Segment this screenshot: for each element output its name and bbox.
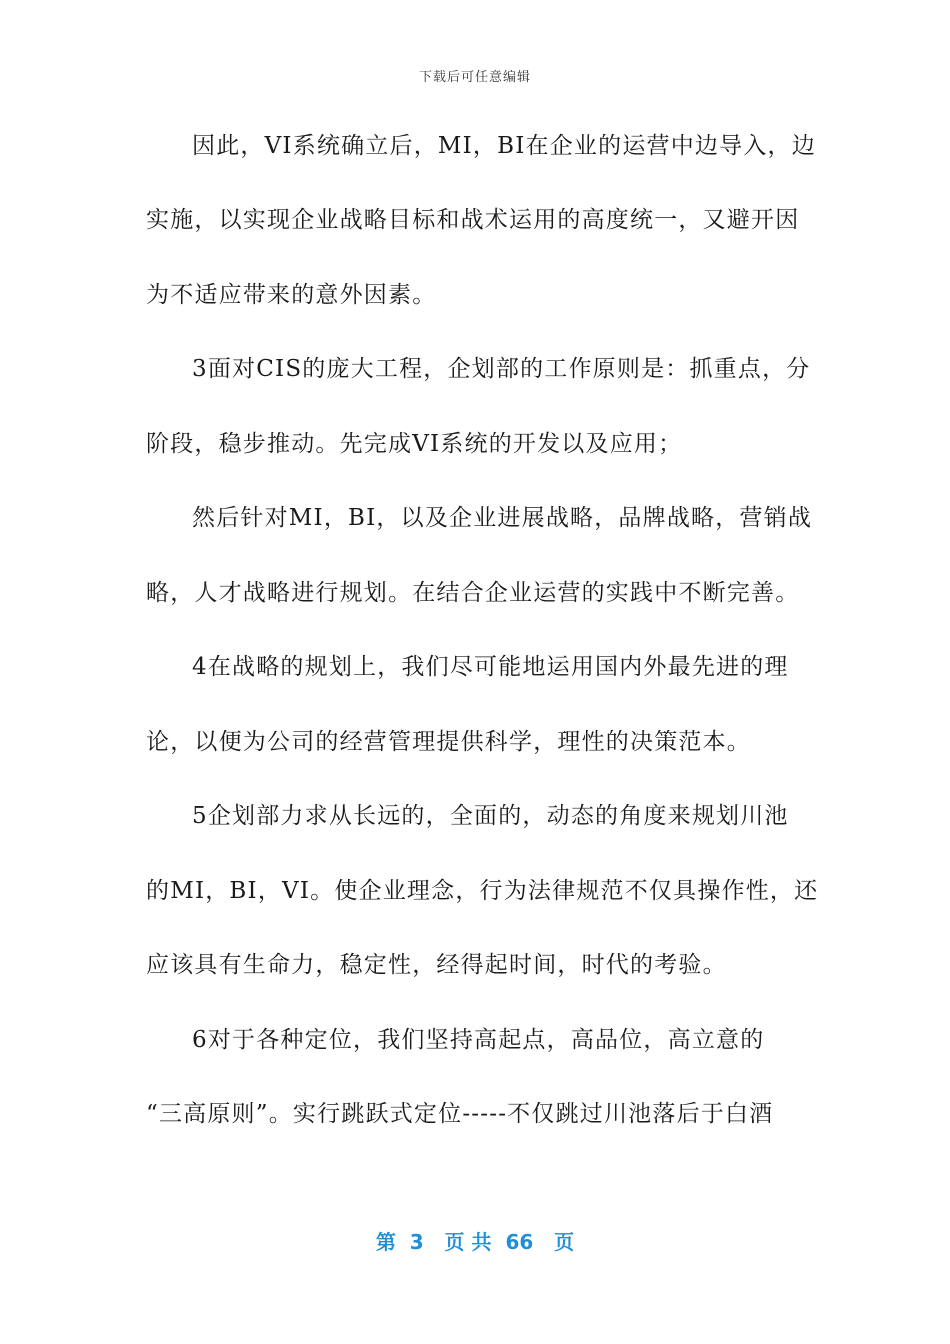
text-line: 然后针对MI，BI，以及企业进展战略，品牌战略，营销战 xyxy=(192,505,813,531)
page-number-footer: 第 3 页 共 66 页 xyxy=(375,1230,575,1254)
text-line: 略，人才战略进行规划。在结合企业运营的实践中不断完善。 xyxy=(146,580,800,606)
text-line: 阶段，稳步推动。先完成VI系统的开发以及应用； xyxy=(146,431,683,457)
text-line: 为不适应带来的意外因素。 xyxy=(146,282,437,308)
text-line: 因此，VI系统确立后，MI，BI在企业的运营中边导入，边 xyxy=(192,133,816,159)
text-line: 的MI，BI，VI。使企业理念，行为法律规范不仅具操作性，还 xyxy=(146,878,819,904)
text-line: 3面对CIS的庞大工程，企划部的工作原则是：抓重点，分 xyxy=(192,356,811,382)
text-line: 5企划部力求从长远的，全面的，动态的角度来规划川池 xyxy=(192,803,789,829)
text-line: 应该具有生命力，稳定性，经得起时间，时代的考验。 xyxy=(146,952,727,978)
text-line: “三高原则”。实行跳跃式定位-----不仅跳过川池落后于白酒 xyxy=(146,1101,774,1127)
text-line: 实施，以实现企业战略目标和战术运用的高度统一，又避开因 xyxy=(146,207,800,233)
text-line: 论，以便为公司的经营管理提供科学，理性的决策范本。 xyxy=(146,729,751,755)
page-header: 下载后可任意编辑 xyxy=(418,70,531,85)
text-line: 6对于各种定位，我们坚持高起点，高品位，高立意的 xyxy=(192,1027,765,1053)
text-line: 4在战略的规划上，我们尽可能地运用国内外最先进的理 xyxy=(192,654,789,680)
